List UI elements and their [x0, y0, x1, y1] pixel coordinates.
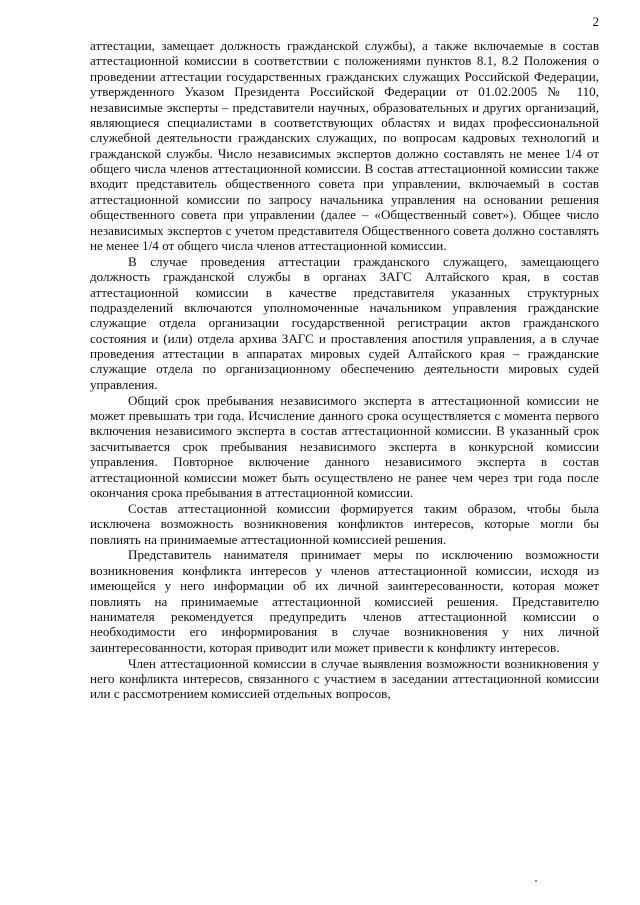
paragraph-member-conflict: Член аттестационной комиссии в случае выявления возможности возникновения у него конфликта интересов, связанного с участием в заседании аттестационной комиссии или с рассмотрением комиссией отдельных вопросов, — [90, 655, 599, 702]
paragraph-zags-composition: В случае проведения аттестации гражданского служащего, замещающего должность гражданской службы в органах ЗАГС Алтайского края, в состав аттестационной комиссии в качестве представителя указанных структурных подразделений включаются уполномоченные начальником управления гражданские служащие отдела организации государственной регистрации актов гражданского состояния и (или) отдела архива ЗАГС и проставления апостиля управления, а в случае проведения аттестации в аппаратах мировых судей Алтайского края – гражданские служащие отдела по организационному обеспечению деятельности мировых судей управления. — [90, 253, 599, 392]
paragraph-conflict-exclusion: Состав аттестационной комиссии формируется таким образом, чтобы была исключена возможность возникновения конфликтов интересов, которые могли бы повлиять на принимаемые аттестационной комиссией решения. — [90, 500, 599, 547]
document-body — [90, 38, 599, 702]
paragraph-employer-measures: Представитель нанимателя принимает меры по исключению возможности возникновения конфликта интересов у членов аттестационной комиссии, исходя из имеющейся у него информации об их личной заинтересованности, которая может повлиять на принимаемые аттестационной комиссией решения. Представителю нанимателя рекомендуется предупредить членов аттестационной комиссии о необходимости его информирования в случае возникновения у них личной заинтересованности, которая приводит или может привести к конфликту интересов. — [90, 547, 599, 655]
paragraph-continuation: аттестации, замещает должность гражданской службы), а также включаемые в состав аттестационной комиссии в соответствии с положениями пунктов 8.1, 8.2 Положения о проведении аттестации государственных гражданских служащих Российской Федерации, утвержденного Указом Президента Российской Федерации от 01.02.2005 № 110, независимые эксперты – представители научных, образовательных и других организаций, являющиеся специалистами в соответствующих областях и видах профессиональной служебной деятельности гражданских служащих, по вопросам кадровых технологий и гражданской службы. Число независимых экспертов должно составлять не менее 1/4 от общего числа членов аттестационной комиссии. В состав аттестационной комиссии также входит представитель общественного совета при управлении, включаемый в состав аттестационной комиссии по запросу начальника управления на основании решения общественного совета при управлении (далее – «Общественный совет»). Общее число независимых экспертов с учетом представителя Общественного совета должно составлять не менее 1/4 от общего числа членов аттестационной комиссии. — [90, 38, 599, 253]
scan-artifact-dot — [535, 880, 537, 882]
page-number: 2 — [592, 14, 599, 29]
paragraph-expert-term: Общий срок пребывания независимого эксперта в аттестационной комиссии не может превышать три года. Исчисление данного срока осуществляется с момента первого включения независимого эксперта в состав аттестационной комиссии. В указанный срок засчитывается срок пребывания независимого эксперта в конкурсной комиссии управления. Повторное включение данного независимого эксперта в состав аттестационной комиссии может быть осуществлено не ранее чем через три года после окончания срока пребывания в аттестационной комиссии. — [90, 392, 599, 500]
